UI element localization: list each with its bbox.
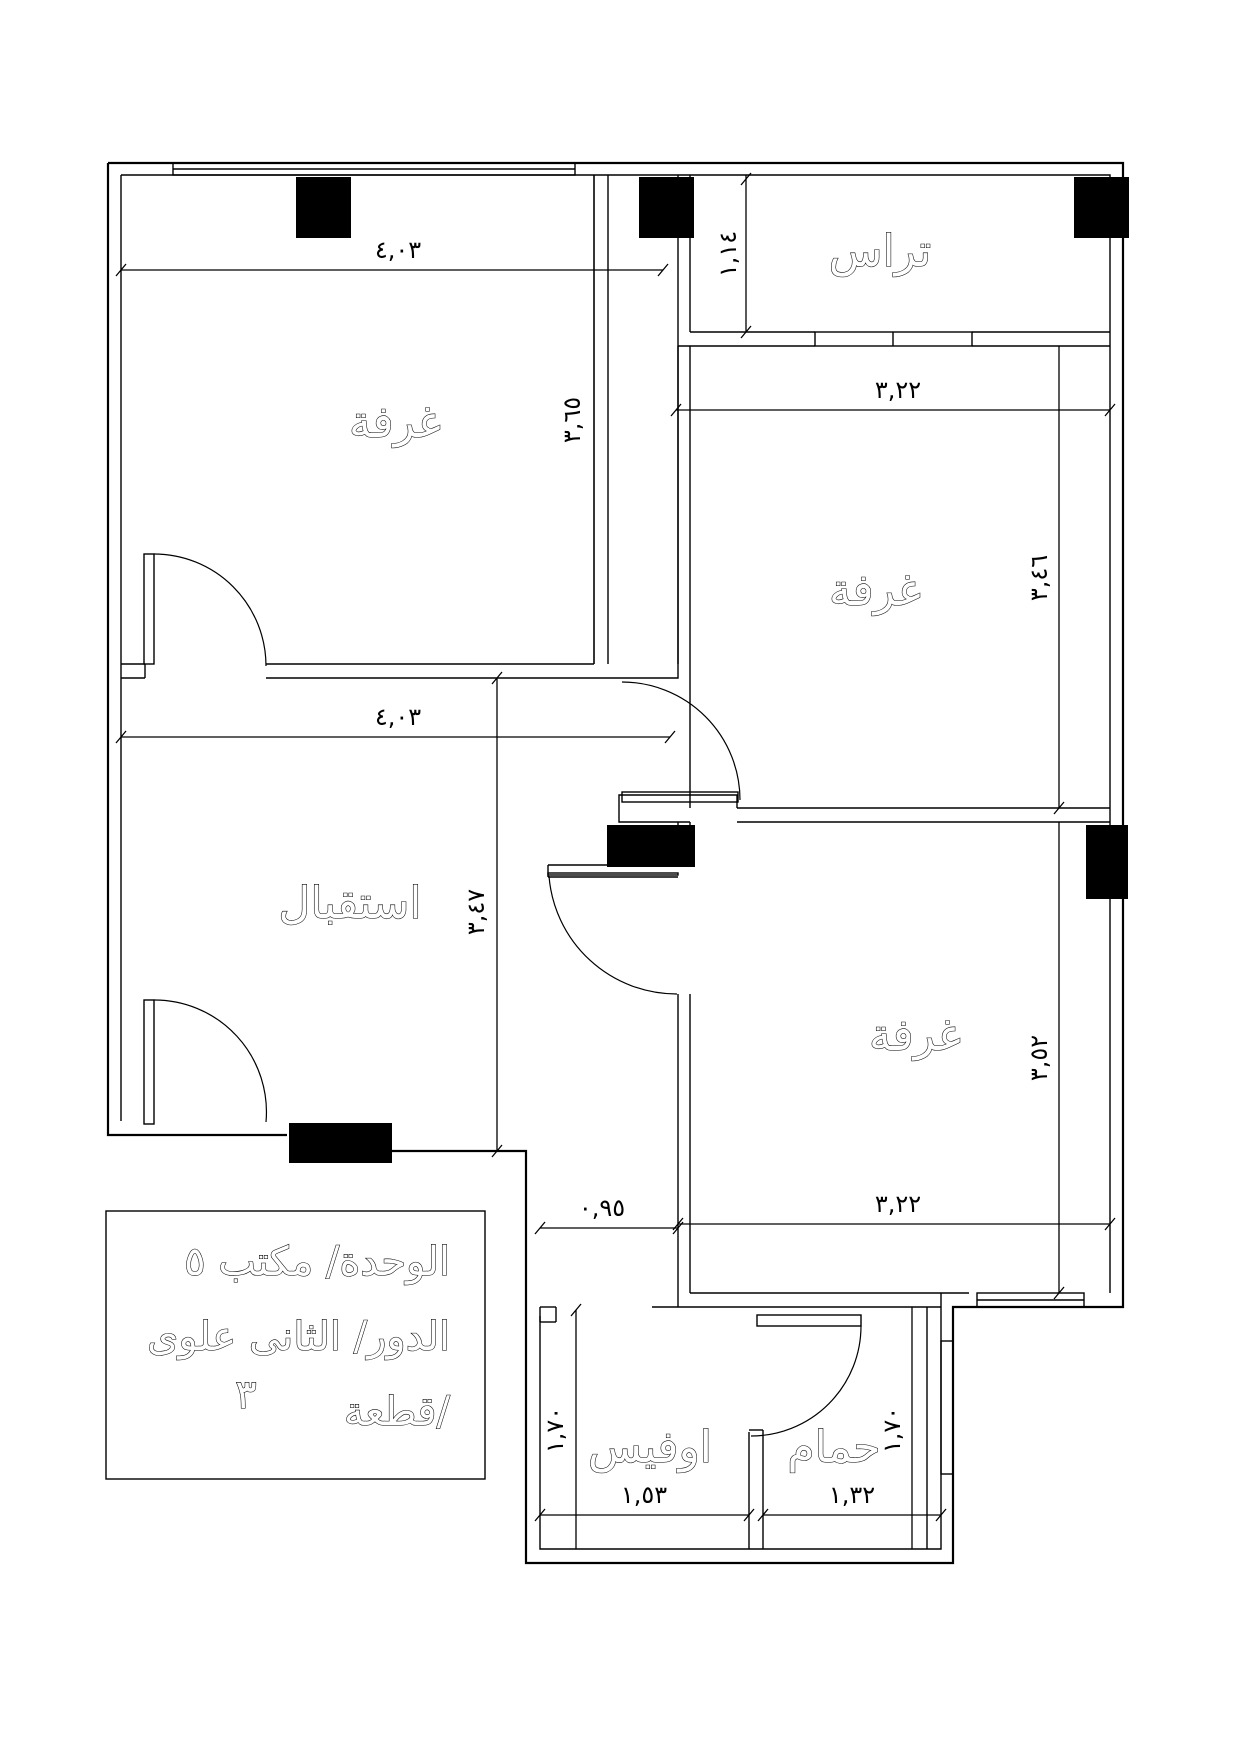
- dim-label-reception-width: ٤,٠٣: [374, 703, 422, 731]
- column: [1086, 825, 1128, 899]
- dim-label-bottom-right-width: ٣,٢٢: [874, 1190, 922, 1218]
- room-label-terrace: تراس: [828, 226, 932, 277]
- dim-label-middle-right-width: ٣,٢٢: [874, 376, 922, 404]
- dimension-labels: [375, 231, 1053, 1509]
- column: [639, 177, 694, 238]
- column: [296, 177, 351, 238]
- room-label-reception: استقبال: [278, 878, 422, 929]
- column: [607, 825, 695, 867]
- dim-label-corridor-width: ٠,٩٥: [578, 1194, 626, 1222]
- room-label-bottom-right: غرفة: [869, 1010, 961, 1061]
- info-box: [106, 1211, 485, 1479]
- column: [1074, 177, 1129, 238]
- doors: [144, 554, 861, 1436]
- info-plot: قطعة/: [343, 1389, 450, 1435]
- dim-label-top-left-width: ٤,٠٣: [374, 236, 422, 264]
- dim-label-bath-width: ١,٣٢: [828, 1481, 876, 1509]
- dim-label-office-depth: ١,٧٠: [541, 1406, 569, 1454]
- top-window: [173, 163, 575, 175]
- dim-label-office-width: ١,٥٣: [620, 1481, 668, 1509]
- dim-label-middle-right-depth: ٣,٤٦: [1025, 554, 1053, 602]
- dim-label-reception-depth: ٣,٤٧: [462, 888, 490, 936]
- info-floor: الدور/ الثانى علوى: [147, 1314, 450, 1360]
- room-label-top-left: غرفة: [349, 397, 441, 448]
- room-label-office: اوفيس: [588, 1422, 712, 1473]
- columns: [289, 177, 1129, 1163]
- dim-label-top-left-depth: ٣,٦٥: [558, 396, 586, 444]
- dim-label-terrace-depth: ١,١٤: [714, 230, 742, 278]
- room-label-middle-right: غرفة: [829, 565, 921, 616]
- dim-label-bath-depth: ١,٧٠: [878, 1406, 906, 1454]
- info-plot-number: ٣: [235, 1372, 257, 1418]
- dim-label-bottom-right-depth: ٣,٥٢: [1025, 1034, 1053, 1082]
- room-label-bathroom: حمام: [787, 1422, 881, 1473]
- info-unit: الوحدة/ مكتب ٥: [184, 1239, 450, 1285]
- column: [289, 1123, 392, 1163]
